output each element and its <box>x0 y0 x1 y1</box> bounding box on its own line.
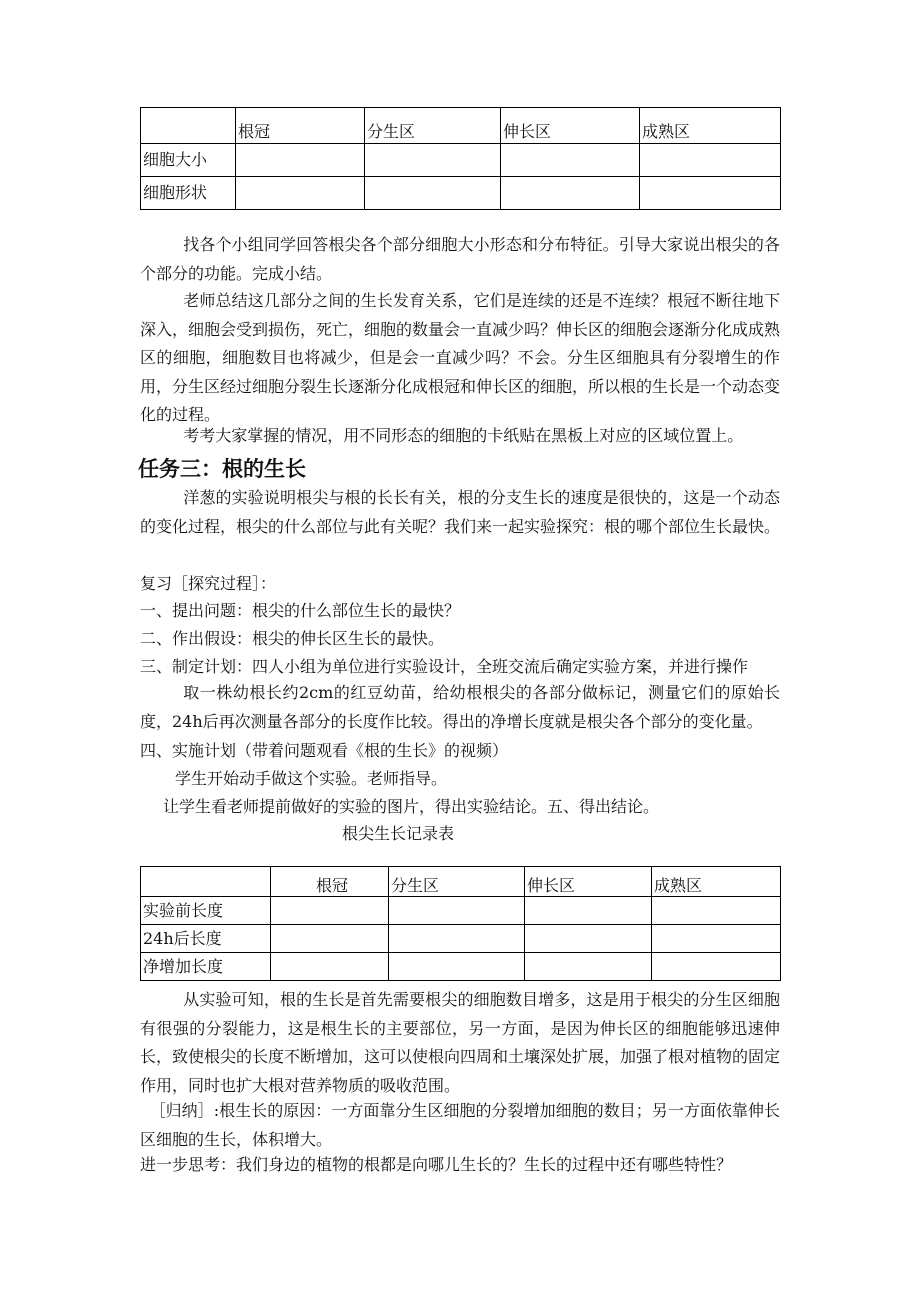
table-row <box>141 897 781 925</box>
step-2: 二、作出假设：根尖的伸长区生长的最快。 <box>140 629 445 648</box>
table-header-cell: 伸长区 <box>525 867 652 897</box>
table-cell <box>236 177 365 210</box>
table-header-cell: 成熟区 <box>640 108 781 144</box>
table-cell <box>236 144 365 177</box>
table-row <box>141 144 781 177</box>
table-header-cell <box>141 867 271 897</box>
table-cell <box>501 177 640 210</box>
table-cell <box>640 144 781 177</box>
row-label: 净增加长度 <box>141 953 271 981</box>
table-cell <box>501 144 640 177</box>
paragraph-summary: ［归纳］:根生长的原因：一方面靠分生区细胞的分裂增加细胞的数目；另一方面依靠伸长区细胞的生长，体积增大。 <box>140 1101 780 1149</box>
section-heading: 任务三：根的生长 <box>138 457 306 481</box>
review-label: 复习［探究过程］： <box>140 574 277 593</box>
table-header-cell: 分生区 <box>389 867 525 897</box>
step-4: 四、实施计划（带着问题观看《根的生长》的视频） <box>140 741 509 760</box>
table-header-cell: 成熟区 <box>652 867 781 897</box>
step-3: 三、制定计划：四人小组为单位进行实验设计，全班交流后确定实验方案，并进行操作 <box>140 657 749 676</box>
table-header-cell: 伸长区 <box>501 108 640 144</box>
table-cell <box>640 177 781 210</box>
step-1: 一、提出问题：根尖的什么部位生长的最快？ <box>140 601 461 620</box>
table-cell <box>652 897 781 925</box>
paragraph-group-answers: 找各个小组同学回答根尖各个部分细胞大小形态和分布特征。引导大家说出根尖的各个部分的功能。完成小结。 <box>140 235 780 283</box>
cell-comparison-table <box>140 107 781 210</box>
table-cell <box>271 925 389 953</box>
table-cell <box>365 177 501 210</box>
table-row <box>141 177 781 210</box>
row-label: 实验前长度 <box>141 897 271 925</box>
table-header-cell: 根冠 <box>236 108 365 144</box>
row-label: 细胞大小 <box>141 144 236 177</box>
table-cell <box>652 925 781 953</box>
student-activity-line: 学生开始动手做这个实验。老师指导。 <box>175 769 448 788</box>
table-header-cell <box>141 108 236 144</box>
table-caption: 根尖生长记录表 <box>342 824 455 843</box>
paragraph-intro: 洋葱的实验说明根尖与根的长长有关，根的分支生长的速度是很快的，这是一个动态的变化过程，根尖的什么部位与此有关呢？我们来一起实验探究：根的哪个部位生长最快。 <box>140 488 781 536</box>
table-cell <box>271 897 389 925</box>
table-cell <box>525 953 652 981</box>
table-cell <box>271 953 389 981</box>
table-cell <box>525 925 652 953</box>
table-cell <box>365 144 501 177</box>
table-header-cell: 分生区 <box>365 108 501 144</box>
table-cell <box>389 953 525 981</box>
paragraph-plan-detail: 取一株幼根长约2cm的红豆幼苗，给幼根根尖的各部分做标记，测量它们的原始长度，24h后再次测量各部分的长度作比较。得出的净增长度就是根尖各个部分的变化量。 <box>140 683 780 731</box>
table-header-row <box>141 108 781 144</box>
table-header-row <box>141 867 781 897</box>
paragraph-card-activity: 考考大家掌握的情况，用不同形态的细胞的卡纸贴在黑板上对应的区域位置上。 <box>183 426 744 445</box>
table-cell <box>652 953 781 981</box>
row-label: 24h后长度 <box>141 925 271 953</box>
table-cell <box>389 897 525 925</box>
table-row <box>141 953 781 981</box>
root-growth-table <box>140 866 781 981</box>
picture-line: 让学生看老师提前做好的实验的图片，得出实验结论。五、得出结论。 <box>163 797 660 816</box>
row-label: 细胞形状 <box>141 177 236 210</box>
paragraph-conclusion: 从实验可知，根的生长是首先需要根尖的细胞数目增多，这是用于根尖的分生区细胞有很强的分裂能力，这是根生长的主要部位，另一方面，是因为伸长区的细胞能够迅速伸长，致使根尖的长度不断增加，这可以使根向四周和土壤深处扩展，加强了根对植物的固定作用，同时也扩大根对营养物质的吸收范围。 <box>140 990 781 1095</box>
table-header-cell: 根冠 <box>271 867 389 897</box>
table-cell <box>389 925 525 953</box>
further-thinking: 进一步思考：我们身边的植物的根都是向哪儿生长的？生长的过程中还有哪些特性？ <box>140 1155 733 1174</box>
table-cell <box>525 897 652 925</box>
paragraph-teacher-summary: 老师总结这几部分之间的生长发育关系，它们是连续的还是不连续？根冠不断往地下深入，细胞会受到损伤，死亡，细胞的数量会一直减少吗？伸长区的细胞会逐渐分化成成熟区的细胞，细胞数目也将减少，但是会一直减少吗？不会。分生区细胞具有分裂增生的作用，分生区经过细胞分裂生长逐渐分化成根冠和伸长区的细胞，所以根的生长是一个动态变化的过程。 <box>140 291 781 424</box>
table-row <box>141 925 781 953</box>
